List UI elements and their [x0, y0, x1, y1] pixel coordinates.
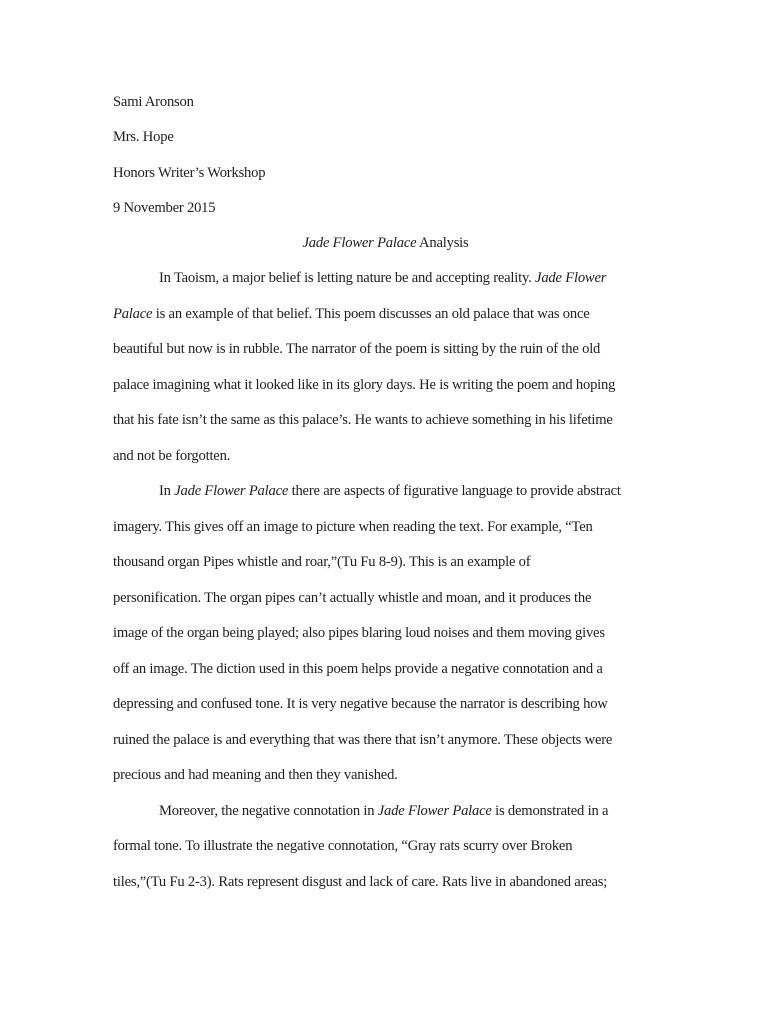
body-line [113, 871, 658, 907]
body-text: there are aspects of figurative language to provide abstract [288, 483, 621, 500]
body-text: off an image. The diction used in this poem helps provide a negative connotation and a [113, 660, 603, 677]
body-text: is demonstrated in a [491, 802, 609, 819]
body-line [113, 445, 658, 481]
teacher-name: Mrs. Hope [113, 129, 174, 146]
body-line [113, 338, 658, 374]
body-line [113, 267, 658, 303]
course-name: Honors Writer’s Workshop [113, 164, 266, 181]
italic-text: Palace [113, 305, 153, 322]
body-line [113, 409, 658, 445]
body-text: is an example of that belief. This poem discusses an old palace that was once [152, 305, 590, 322]
essay-date: 9 November 2015 [113, 199, 216, 216]
essay-title-rest: Analysis [416, 235, 469, 252]
body-line [113, 480, 658, 516]
body-text: personification. The organ pipes can’t actually whistle and moan, and it produces the [113, 589, 592, 606]
body-line [113, 622, 658, 658]
body-text: imagery. This gives off an image to picture when reading the text. For example, “Ten [113, 518, 593, 535]
body-line [113, 658, 658, 694]
body-line [113, 516, 658, 552]
body-line [113, 764, 658, 800]
essay-body [113, 267, 658, 906]
body-line [113, 729, 658, 765]
body-line [113, 835, 658, 871]
body-line [113, 303, 658, 339]
body-line [113, 551, 658, 587]
body-text: beautiful but now is in rubble. The narrator of the poem is sitting by the ruin of the old [113, 341, 601, 358]
body-text: palace imagining what it looked like in its glory days. He is writing the poem and hoping [113, 376, 616, 393]
body-text: thousand organ Pipes whistle and roar,”(Tu Fu 8-9). This is an example of [113, 554, 531, 571]
essay-title-italic: Jade Flower Palace [302, 235, 417, 252]
body-line [113, 587, 658, 623]
body-text: ruined the palace is and everything that was there that isn’t anymore. These objects were [113, 731, 613, 748]
body-line [113, 374, 658, 410]
italic-text: Jade Flower Palace [377, 802, 492, 819]
essay-title [113, 232, 658, 255]
body-line [113, 800, 658, 836]
document-content [113, 91, 658, 906]
body-text: that his fate isn’t the same as this palace’s. He wants to achieve something in his lifetime [113, 412, 613, 429]
body-text: image of the organ being played; also pipes blaring loud noises and them moving gives [113, 625, 605, 642]
body-text: depressing and confused tone. It is very negative because the narrator is describing how [113, 696, 608, 713]
body-line [113, 693, 658, 729]
italic-text: Jade Flower Palace [174, 483, 289, 500]
author-name: Sami Aronson [113, 94, 194, 110]
italic-text: Jade Flower [535, 270, 607, 287]
body-text: tiles,”(Tu Fu 2-3). Rats represent disgust and lack of care. Rats live in abandoned areas; [113, 873, 608, 890]
body-text: and not be forgotten. [113, 447, 231, 464]
body-text: In [159, 483, 175, 500]
body-text: precious and had meaning and then they vanished. [113, 767, 398, 784]
body-text: Moreover, the negative connotation in [159, 802, 378, 819]
body-text: In Taoism, a major belief is letting nature be and accepting reality. [159, 270, 536, 287]
body-text: formal tone. To illustrate the negative connotation, “Gray rats scurry over Broken [113, 838, 573, 855]
